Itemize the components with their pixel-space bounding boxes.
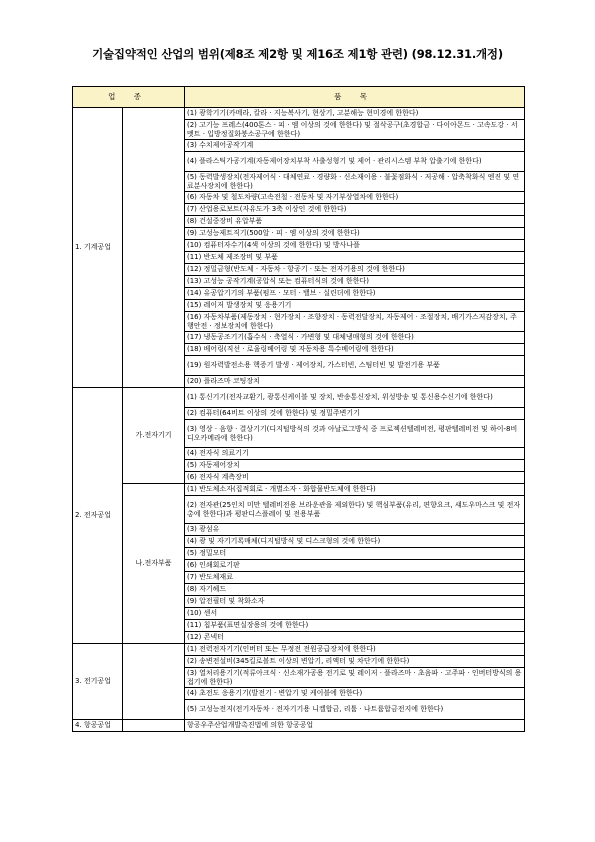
product-item-text: (3) 영상 · 음향 · 결상기기(디지털방식의 것과 아날로그방식 중 프로젝션텔레비전, 평판텔레비전 및 하이-8비디오카메라에 한한다) [187, 425, 518, 442]
product-item-cell [185, 524, 525, 536]
product-item-cell [185, 216, 525, 228]
table-row [73, 484, 525, 496]
product-item-cell [185, 140, 525, 152]
table-row [73, 720, 525, 732]
product-item-cell [185, 656, 525, 668]
product-item-cell [185, 536, 525, 548]
product-item-cell [185, 688, 525, 700]
product-item-text: (2) 컴퓨터(64비트 이상의 것에 한한다) 및 정밀주변기기 [187, 409, 360, 418]
product-item-text: (2) 고기능 프레스(400톤스 · 피 · 엠 이상의 것에 한한다) 및 절삭공구(초경합금 · 다이아몬드 · 고속도강 · 서멧트 · 입방정질화붕소공구에 한한다) [187, 121, 518, 138]
product-item-text: (3) 열처리용기기(적류아크식 · 신소재가공용 전기로 및 레이저 · 플라즈마 · 초음파 · 고주파 · 인버터방식의 용접기에 한한다) [187, 669, 522, 686]
product-item-text: (3) 수치제어공작기계 [187, 141, 254, 150]
product-item-cell [185, 300, 525, 312]
product-item-cell [185, 484, 525, 496]
product-item-cell [185, 376, 525, 388]
product-item-cell [185, 572, 525, 584]
product-item-text: (11) 칩부품(표면실장용의 것에 한한다) [187, 621, 309, 630]
subgroup-cell [123, 720, 185, 732]
product-item-cell [185, 192, 525, 204]
product-item-text: (18) 베어링(직선 · 로울링베어링 및 자동차용 특수베어링에 한한다) [187, 345, 394, 354]
product-item-cell [185, 228, 525, 240]
product-item-text: (15) 레이저 발생장치 및 응용기기 [187, 301, 292, 310]
product-item-cell [185, 448, 525, 460]
product-item-text: (12) 콘넥터 [187, 633, 224, 642]
product-item-text: (4) 플라스틱가공기계(자동제어장치부착 사출성형기 및 제어 · 관리시스템 부착 압출기에 한한다) [187, 157, 482, 166]
product-item-text: (5) 고성능전지(전기자동차 · 전자기기용 니켈합금, 리튬 · 나트륨합금전지에 한한다) [187, 705, 444, 714]
table-row [73, 108, 525, 120]
product-item-cell [185, 312, 525, 332]
industry-cell: 2. 전자공업 [73, 388, 123, 644]
product-item-text: (1) 통신기기(전자교환기, 광통신케이블 및 장치, 반송통신장치, 위성방송 및 통신용수신기에 한한다) [187, 393, 493, 402]
product-item-cell [185, 152, 525, 172]
industry-cell: 3. 전기공업 [73, 644, 123, 720]
product-item-cell [185, 496, 525, 524]
subgroup-cell [123, 108, 185, 388]
product-item-cell [185, 204, 525, 216]
product-item-text: (12) 정밀금형(반도체 · 자동차 · 항공기 · 또는 전자기용의 것에 한한다) [187, 265, 405, 274]
product-item-text: (5) 동력발생장치(전자제어식 · 대체연료 · 경량화 · 신소재이용 · 불꽃점화식 · 저공해 · 압축착화식 엔진 및 연료분사장치에 한한다) [187, 173, 520, 190]
product-item-text: (7) 산업용로보트(자유도가 3축 이상인 것에 한한다) [187, 205, 347, 214]
product-item-cell [185, 608, 525, 620]
product-item-text: (5) 정밀모터 [187, 549, 227, 558]
product-item-text: (2) 전자관(25인치 미만 텔레비전용 브라운관을 제외한다) 및 핵심부품(유리, 편향요크, 섀도우마스크 및 전자총에 한한다)과 평판디스플레이 및 전용부품 [187, 501, 521, 518]
product-item-text: (4) 전자식 의료기기 [187, 449, 249, 458]
product-item-text: (3) 광섬유 [187, 525, 220, 534]
product-item-text: (13) 고성능 공작기계(공압식 또는 컴퓨터식의 것에 한한다) [187, 277, 369, 286]
product-item-cell [185, 388, 525, 408]
product-item-cell [185, 620, 525, 632]
product-item-cell [185, 172, 525, 192]
product-item-text: (19) 원자력발전소용 핵증기 발생 · 제어장치, 가스터빈, 스팀터빈 및 발전기용 부품 [187, 361, 440, 370]
product-item-cell [185, 596, 525, 608]
product-item-cell [185, 108, 525, 120]
industry-cell: 1. 기계공업 [73, 108, 123, 388]
product-item-cell [185, 240, 525, 252]
product-item-text: (14) 유공압기기의 부품(펌프 · 모터 · 밸브 · 실린더에 한한다) [187, 289, 376, 298]
product-item-cell [185, 644, 525, 656]
product-item-cell [185, 276, 525, 288]
product-item-text: (9) 압전필터 및 착화소자 [187, 597, 265, 606]
product-item-cell [185, 120, 525, 140]
product-item-cell [185, 584, 525, 596]
product-item-text: (1) 광학기기(카메라, 칼라 · 지능복사기, 현상기, 고분해능 현미경에 한한다) [187, 109, 419, 118]
product-item-cell [185, 288, 525, 300]
industry-cell: 4. 항공공업 [73, 720, 123, 732]
table-header-row [73, 87, 525, 108]
product-item-text: (11) 반도체 제조장비 및 부품 [187, 253, 278, 262]
header-product: 품 목 [185, 87, 525, 108]
industry-range-table [72, 86, 525, 732]
product-item-cell [185, 356, 525, 376]
table-row [73, 388, 525, 408]
subgroup-cell: 가.전자기기 [123, 388, 185, 484]
product-item-text: (6) 자동차 및 철도차량(고속전철 · 전동차 및 자기부상열차에 한한다) [187, 193, 399, 202]
header-industry: 업 종 [73, 87, 185, 108]
product-item-cell [185, 632, 525, 644]
product-item-text: (20) 플라즈마 코팅장치 [187, 377, 260, 386]
product-item-text: (1) 반도체소자(집적회로 · 개별소자 · 화합물반도체에 한한다) [187, 485, 376, 494]
subgroup-cell: 나.전자부품 [123, 484, 185, 644]
product-item-text: (1) 전력전자기기(인버터 또는 무정전 전원공급장치에 한한다) [187, 645, 376, 654]
product-item-text: 항공우주산업개발촉진법에 의한 항공공업 [187, 721, 314, 730]
product-item-cell [185, 720, 525, 732]
product-item-text: (2) 송변전설비(345킬로볼트 이상의 변압기, 리액터 및 차단기에 한한다) [187, 657, 410, 666]
product-item-text: (6) 인쇄회로기판 [187, 561, 240, 570]
product-item-cell [185, 420, 525, 448]
table-body [73, 108, 525, 732]
product-item-cell [185, 460, 525, 472]
subgroup-cell [123, 644, 185, 720]
product-item-text: (8) 자기헤드 [187, 585, 227, 594]
product-item-text: (17) 냉동공조기기(흡수식 · 축열식 · 가변형 및 대체냉매형의 것에 한한다) [187, 333, 414, 342]
product-item-text: (10) 컴퓨터자수기(4색 이상의 것에 한한다) 및 방사나플 [187, 241, 360, 250]
product-item-text: (6) 전자식 계측장비 [187, 473, 249, 482]
product-item-text: (7) 반도체재료 [187, 573, 233, 582]
product-item-cell [185, 668, 525, 688]
product-item-text: (8) 건설중장비 유압부품 [187, 217, 263, 226]
product-item-cell [185, 560, 525, 572]
product-item-text: (4) 광 및 자기기록매체(디지털방식 및 디스크형의 것에 한한다) [187, 537, 381, 546]
product-item-cell [185, 252, 525, 264]
product-item-cell [185, 472, 525, 484]
product-item-text: (10) 센서 [187, 609, 218, 618]
product-item-text: (4) 초전도 응용기기(발전기 · 변압기 및 케이블에 한한다) [187, 689, 363, 698]
product-item-text: (9) 고성능제트직기(500알 · 피 · 엠 이상의 것에 한한다) [187, 229, 360, 238]
product-item-cell [185, 332, 525, 344]
product-item-cell [185, 408, 525, 420]
product-item-text: (16) 자동차부품(제동장치 · 현가장치 · 조향장치 · 동력전달장치, 자동제어 · 조절장치, 배기가스저감장치, 주행안전 · 정보장치에 한한다) [187, 313, 517, 330]
page-title: 기술집약적인 산업의 범위(제8조 제2항 및 제16조 제1항 관련) (98.12.31.개정) [92, 47, 503, 61]
product-item-cell [185, 344, 525, 356]
table-row [73, 644, 525, 656]
product-item-cell [185, 264, 525, 276]
product-item-cell [185, 700, 525, 720]
product-item-text: (5) 자동제어장치 [187, 461, 240, 470]
product-item-cell [185, 548, 525, 560]
